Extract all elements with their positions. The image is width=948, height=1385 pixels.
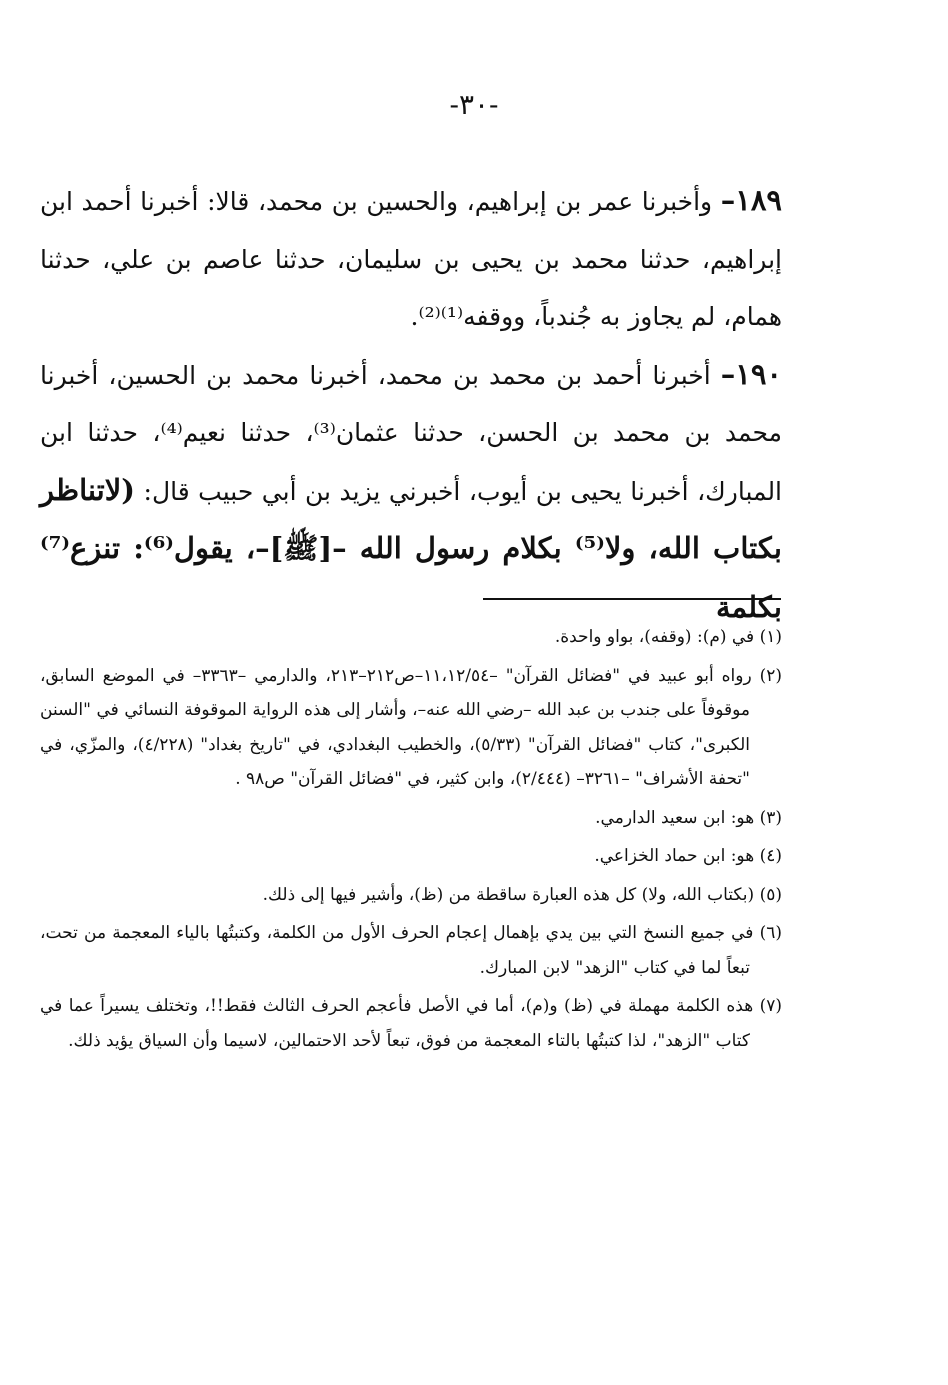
hadith-text: أخبرنا أحمد بن محمد بن محمد، أخبرنا محمد بن الحسين، أخبرنا محمد بن محمد بن الحسن، حدثنا عثمان⁽³⁾، حدثنا نعيم⁽⁴⁾، حدثنا ابن المبارك، أخبرنا يحيى بن أيوب، أخبرني يزيد بن أبي حبيب قال: (40, 360, 783, 506)
page-number: -٣٠- (449, 88, 499, 121)
hadith-189 (40, 172, 782, 346)
hadith-text: وأخبرنا عمر بن إبراهيم، والحسين بن محمد، قالا: أخبرنا أحمد ابن إبراهيم، حدثنا محمد بن يحيى بن سليمان، حدثنا عاصم بن علي، حدثنا همام، لم يجاوز به جُندباً، ووقفه⁽¹⁾⁽²⁾. (40, 187, 782, 331)
footnote-5: (٥) (بكتاب الله، ولا) كل هذه العبارة ساقطة من (ظ)، وأشير فيها إلى ذلك. (262, 884, 782, 905)
footnote-6: (٦) في جميع النسخ التي بين يدي بإهمال إعجام الحرف الأول من الكلمة، وكتبتُها بالياء المعجمة من تحت، تبعاً لما في كتاب "الزهد" لابن المبارك. (40, 923, 782, 978)
footnote-1: (١) في (م): (وقفه)، بواو واحدة. (554, 627, 782, 647)
hadith-number: ١٨٩– (720, 183, 782, 217)
footnote-separator (483, 598, 781, 600)
hadith-number: ١٩٠– (720, 356, 782, 391)
footnote-2: (٢) رواه أبو عبيد في "فضائل القرآن" –١١،١٢/٥٤–ص٢١٢–٢١٣، والدارمي –٣٣٦٣– في الموضع السابق، موقوفاً على جندب بن عبد الله –رضي الله عنه–، وأشار إلى هذه الرواية الموقوفة النسائي في "السنن الكبرى"، كتاب "فضائل القرآن" (٥/٣٣)، والخطيب البغدادي، في "تاريخ بغداد" (٤/٢٢٨)، والمزّي، في "تحفة الأشراف" –٣٢٦١– (٢/٤٤٤)، وابن كثير، في "فضائل القرآن" ص٩٨ . (40, 665, 783, 789)
footnotes (40, 620, 782, 1058)
footnote-3: (٣) هو: ابن سعيد الدارمي. (595, 807, 782, 828)
footnote-7: (٧) هذه الكلمة مهملة في (ظ) و(م)، أما في الأصل فأعجم الحرف الثالث فقط!!، وتختلف يسيراً عما في كتاب "الزهد"، لذا كتبتُها بالتاء المعجمة من فوق، تبعاً لأحد الاحتمالين، لاسيما وأن السياق يؤيد ذلك. (40, 996, 782, 1051)
hadith-matn-bold: (لاتناظر بكتاب الله، ولا⁽⁵⁾ بكلام رسول الله –[ﷺ]–، يقول⁽⁶⁾: تنزع⁽⁷⁾ بكلمة (40, 472, 782, 624)
main-text (40, 172, 782, 637)
hadith-190 (40, 346, 782, 638)
footnote-4: (٤) هو: ابن حماد الخزاعي. (594, 846, 782, 866)
